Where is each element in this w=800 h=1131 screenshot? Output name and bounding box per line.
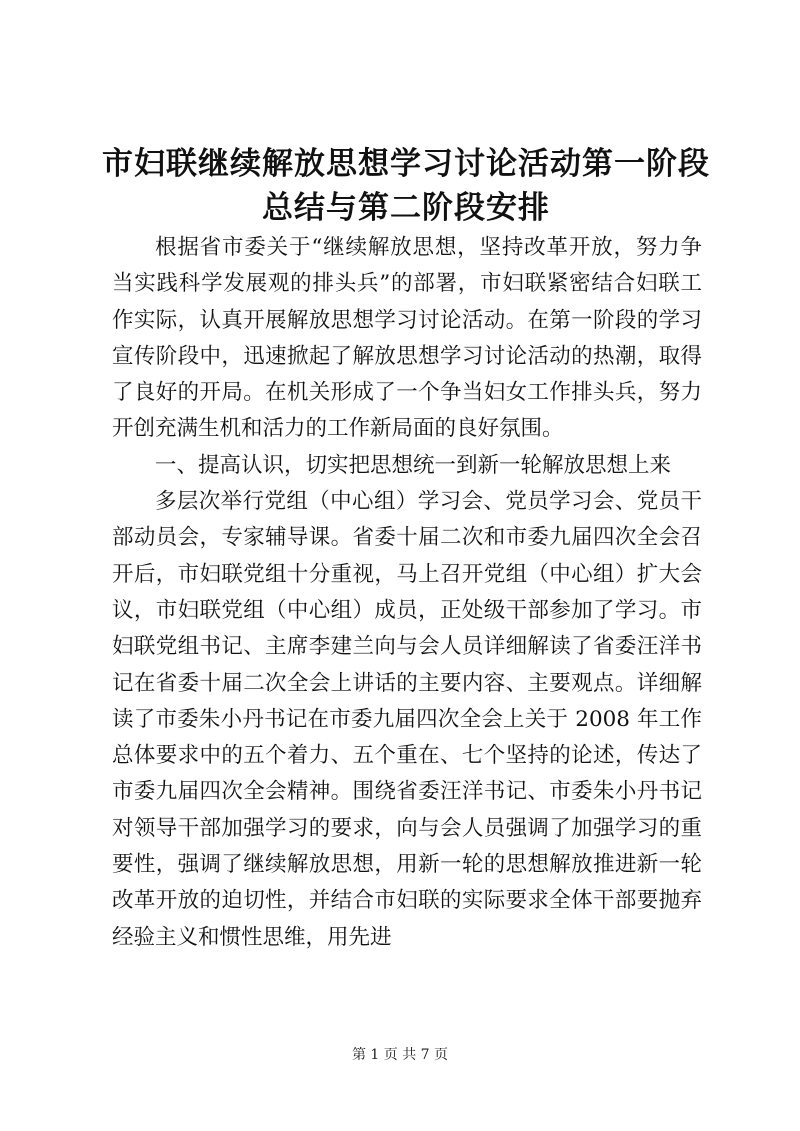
- paragraph-intro: 根据省市委关于“继续解放思想，坚持改革开放，努力争当实践科学发展观的排头兵”的部署，市妇联紧密结合妇联工作实际，认真开展解放思想学习讨论活动。在第一阶段的学习宣传阶段中，迅速掀起了解放思想学习讨论活动的热潮，取得了良好的开局。在机关形成了一个争当妇女工作排头兵，努力开创充满生机和活力的工作新局面的良好氛围。: [112, 235, 702, 442]
- page-number: 第 1 页 共 7 页: [351, 1047, 449, 1063]
- document-body: [112, 230, 702, 956]
- document-title: 市妇联继续解放思想学习讨论活动第一阶段总结与第二阶段安排: [102, 146, 710, 226]
- section-heading-1: 一、提高认识，切实把思想统一到新一轮解放思想上来: [155, 452, 672, 478]
- paragraph-section-1: 多层次举行党组（中心组）学习会、党员学习会、党员干部动员会，专家辅导课。省委十届二次和市委九届四次全会召开后，市妇联党组十分重视，马上召开党组（中心组）扩大会议，市妇联党组（中心组）成员，正处级干部参加了学习。市妇联党组书记、主席李建兰向与会人员详细解读了省委汪洋书记在省委十届二次全会上讲话的主要内容、主要观点。详细解读了市委朱小丹书记在市委九届四次全会上关于 2008 年工作总体要求中的五个着力、五个重在、七个坚持的论述，传达了市委九届四次全会精神。围绕省委汪洋书记、市委朱小丹书记对领导干部加强学习的要求，向与会人员强调了加强学习的重要性，强调了继续解放思想，用新一轮的思想解放推进新一轮改革开放的迫切性，并结合市妇联的实际要求全体干部要抛弃经验主义和惯性思维，用先进: [112, 489, 702, 950]
